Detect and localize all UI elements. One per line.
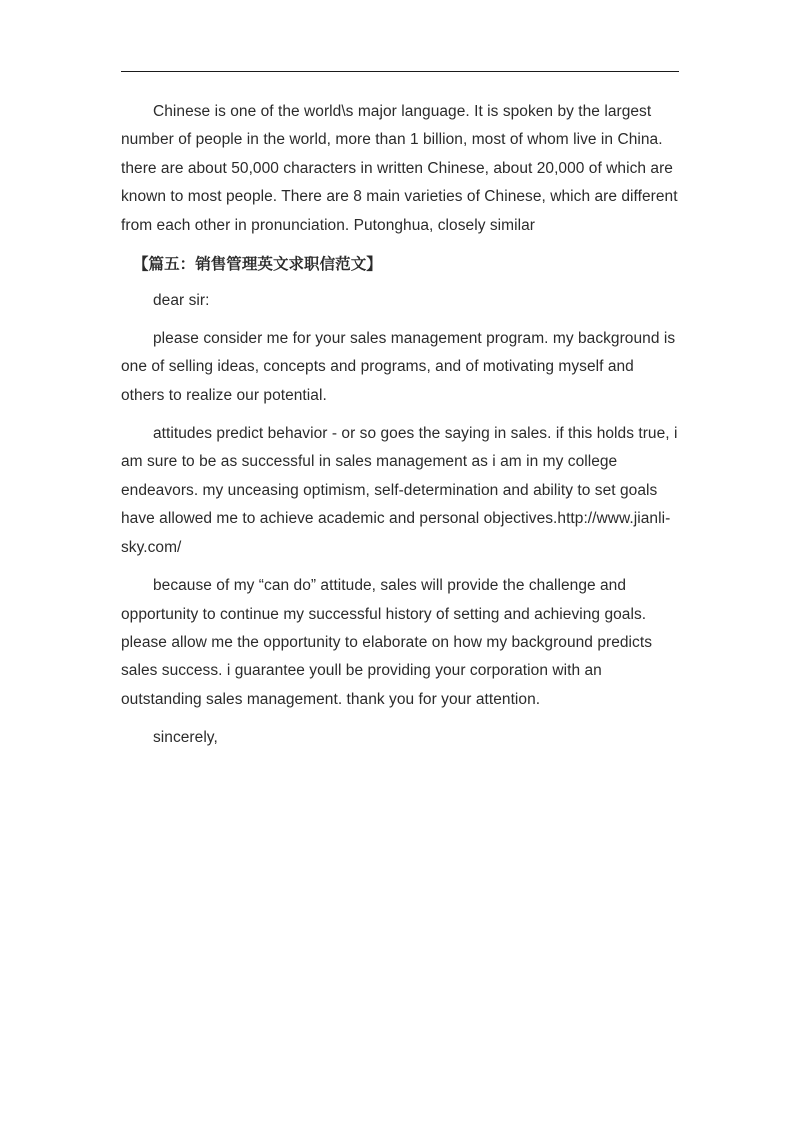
closing: sincerely, xyxy=(153,729,218,747)
body-paragraph-2: attitudes predict behavior - or so goes the saying in sales. if this holds true, i am sure to be as successful in sales management as i am in my college endeavors. my unceasing optimism, self-determination and ability to set goals have allowed me to achieve academic and personal objectives.http://www.jianli-sky.com/ xyxy=(121,425,678,556)
body-paragraph-3: because of my “can do” attitude, sales will provide the challenge and opportunity to continue my successful history of setting and achieving goals. please allow me the opportunity to elaborate on how my background predicts sales success. i guarantee youll be providing your corporation with an outstanding sales management. thank you for your attention. xyxy=(121,577,653,708)
document-body xyxy=(121,98,679,762)
header-rule xyxy=(121,71,679,72)
salutation: dear sir: xyxy=(153,292,210,310)
intro-paragraph: Chinese is one of the world\s major language. It is spoken by the largest number of people in the world, more than 1 billion, most of whom live in China. there are about 50,000 characters in written Chinese, about 20,000 of which are known to most people. There are 8 main varieties of Chinese, which are different from each other in pronunciation. Putonghua, closely similar xyxy=(121,103,678,234)
body-paragraph-1: please consider me for your sales management program. my background is one of selling ideas, concepts and programs, and of motivating myself and others to realize our potential. xyxy=(121,329,676,404)
section-heading: 【篇五：销售管理英文求职信范文】 xyxy=(133,255,382,274)
